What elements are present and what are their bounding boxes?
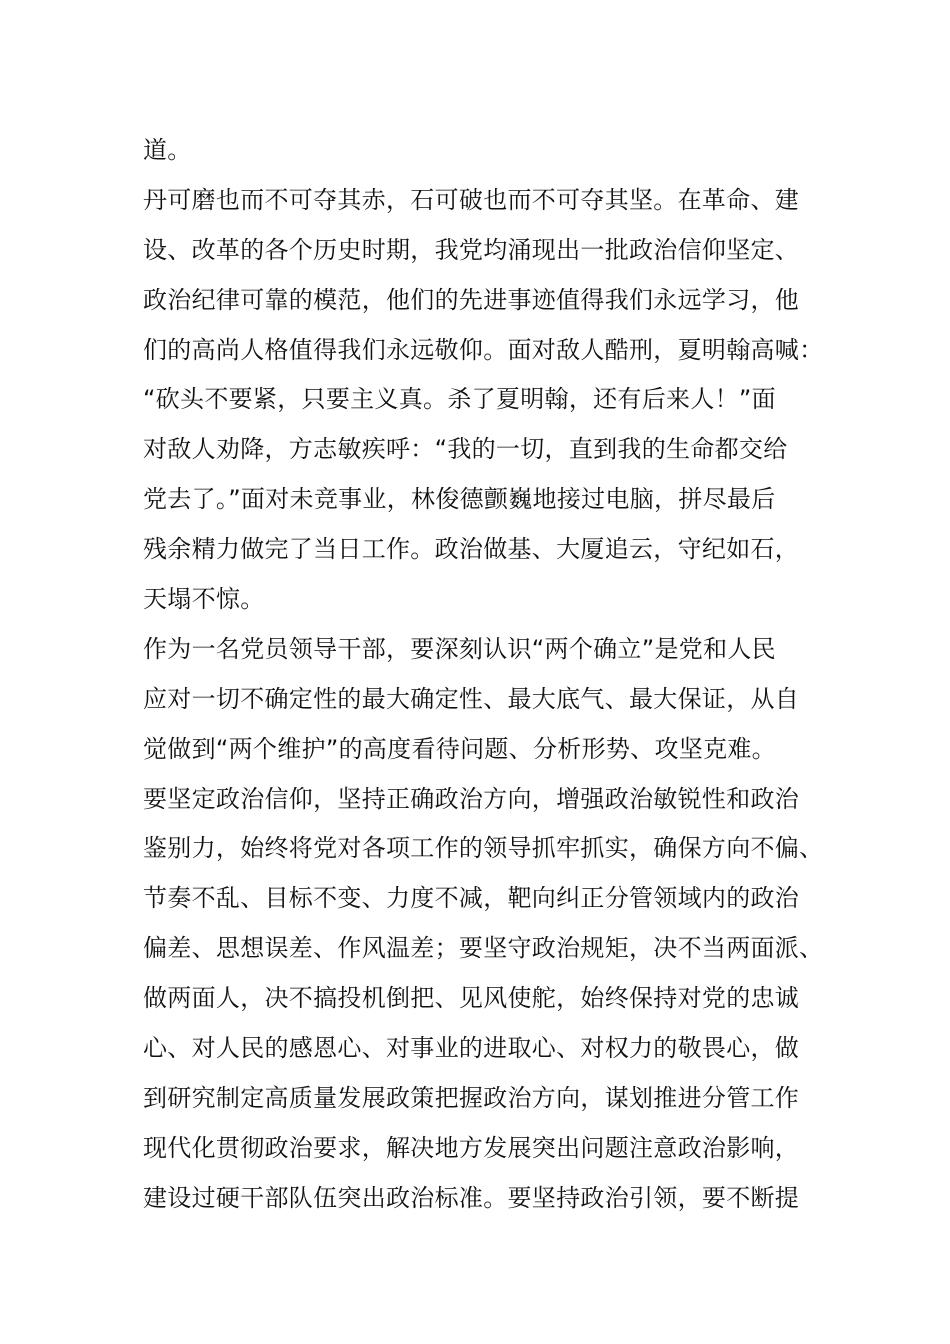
text-line: 到研究制定高质量发展政策把握政治方向，谋划推进分管工作	[143, 1083, 800, 1112]
text-line: 丹可磨也而不可夺其赤，石可破也而不可夺其坚。在革命、建	[143, 185, 800, 214]
text-line: 心、对人民的感恩心、对事业的进取心、对权力的敬畏心，做	[143, 1034, 800, 1063]
body-text	[143, 126, 823, 1224]
text-line: 党去了。”面对未竞事业，林俊德颤巍地接过电脑，拼尽最后	[143, 485, 776, 514]
text-line: 偏差、思想误差、作风温差；要坚守政治规矩，决不当两面派、	[143, 934, 824, 963]
text-line: 节奏不乱、目标不变、力度不减，靶向纠正分管领域内的政治	[143, 884, 800, 913]
text-line: 们的高尚人格值得我们永远敬仰。面对敌人酷刑，夏明翰高喊：	[143, 335, 824, 364]
text-line: 对敌人劝降，方志敏疾呼：“我的一切，直到我的生命都交给	[143, 435, 788, 464]
text-line: 要坚定政治信仰，坚持正确政治方向，增强政治敏锐性和政治	[143, 784, 800, 813]
text-line: 天塌不惊。	[143, 585, 265, 614]
text-line: 残余精力做完了当日工作。政治做基、大厦追云，守纪如石，	[143, 535, 800, 564]
text-line: 鉴别力，始终将党对各项工作的领导抓牢抓实，确保方向不偏、	[143, 834, 824, 863]
text-line: 道。	[143, 136, 192, 164]
text-line: 设、改革的各个历史时期，我党均涌现出一批政治信仰坚定、	[143, 235, 800, 264]
text-line: 应对一切不确定性的最大确定性、最大底气、最大保证，从自	[143, 684, 800, 713]
text-line: 做两面人，决不搞投机倒把、见风使舵，始终保持对党的忠诚	[143, 984, 800, 1013]
text-line: 觉做到“两个维护”的高度看待问题、分析形势、攻坚克难。	[143, 734, 776, 763]
text-line: 现代化贯彻政治要求，解决地方发展突出问题注意政治影响，	[143, 1133, 800, 1162]
text-line: 作为一名党员领导干部，要深刻认识“两个确立”是党和人民	[143, 634, 776, 663]
text-line: 政治纪律可靠的模范，他们的先进事迹值得我们永远学习，他	[143, 285, 800, 314]
text-line: “砍头不要紧，只要主义真。杀了夏明翰，还有后来人！”面	[143, 385, 776, 414]
text-line: 建设过硬干部队伍突出政治标准。要坚持政治引领，要不断提	[143, 1183, 800, 1212]
